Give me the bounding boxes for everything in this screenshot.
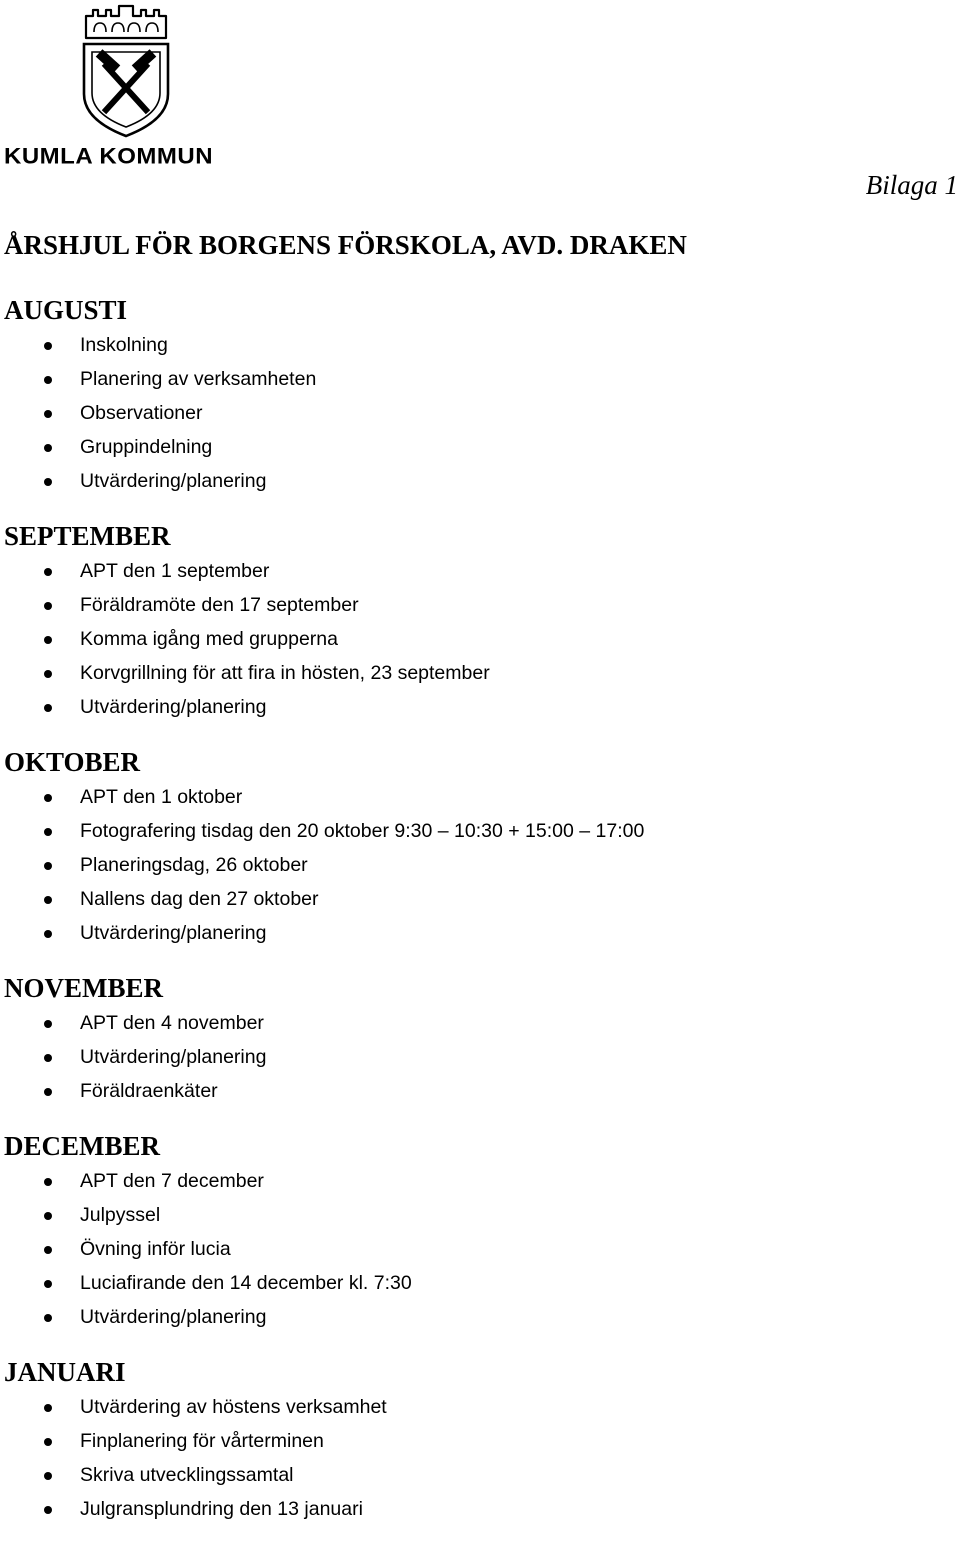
item-text: Fotografering tisdag den 20 oktober 9:30 – 10:30 + 15:00 – 17:00 xyxy=(80,820,645,842)
list-item xyxy=(4,916,944,950)
item-text: Korvgrillning för att fira in hösten, 23 september xyxy=(80,662,490,684)
item-text: APT den 7 december xyxy=(80,1170,264,1192)
list-item xyxy=(4,362,944,396)
section-december xyxy=(4,1128,944,1334)
annex-label: Bilaga 1 xyxy=(865,170,958,200)
list-item xyxy=(4,588,944,622)
section-januari xyxy=(4,1354,944,1526)
list-item xyxy=(4,656,944,690)
item-list xyxy=(4,1390,944,1526)
item-text: Julgransplundring den 13 januari xyxy=(80,1498,363,1520)
bullet-icon xyxy=(44,1472,52,1480)
bullet-icon xyxy=(44,568,52,576)
list-item xyxy=(4,464,944,498)
kumla-kommun-logo xyxy=(4,2,244,170)
bullet-icon xyxy=(44,1280,52,1288)
item-list xyxy=(4,554,944,724)
item-text: Nallens dag den 27 oktober xyxy=(80,888,319,910)
bullet-icon xyxy=(44,1088,52,1096)
list-item xyxy=(4,1390,944,1424)
list-item xyxy=(4,396,944,430)
item-text: Observationer xyxy=(80,402,203,424)
bullet-icon xyxy=(44,862,52,870)
item-text: Utvärdering/planering xyxy=(80,1306,267,1328)
coat-of-arms-icon xyxy=(76,2,176,138)
item-text: Utvärdering/planering xyxy=(80,922,267,944)
list-item xyxy=(4,1424,944,1458)
section-augusti xyxy=(4,292,944,498)
bullet-icon xyxy=(44,1212,52,1220)
item-list xyxy=(4,780,944,950)
logo-wordmark: KUMLA KOMMUN xyxy=(4,144,214,169)
list-item xyxy=(4,1300,944,1334)
item-text: Föräldramöte den 17 september xyxy=(80,594,359,616)
bullet-icon xyxy=(44,896,52,904)
bullet-icon xyxy=(44,1054,52,1062)
item-text: Gruppindelning xyxy=(80,436,213,458)
bullet-icon xyxy=(44,1506,52,1514)
bullet-icon xyxy=(44,828,52,836)
item-text: Skriva utvecklingssamtal xyxy=(80,1464,294,1486)
bullet-icon xyxy=(44,376,52,384)
item-list xyxy=(4,328,944,498)
month-heading: AUGUSTI xyxy=(4,295,128,325)
item-text: Komma igång med grupperna xyxy=(80,628,338,650)
section-november xyxy=(4,970,944,1108)
document-title: ÅRSHJUL FÖR BORGENS FÖRSKOLA, AVD. DRAKEN xyxy=(4,230,687,260)
list-item xyxy=(4,1006,944,1040)
item-list xyxy=(4,1006,944,1108)
item-text: Planeringsdag, 26 oktober xyxy=(80,854,308,876)
bullet-icon xyxy=(44,444,52,452)
list-item xyxy=(4,1232,944,1266)
bullet-icon xyxy=(44,1246,52,1254)
bullet-icon xyxy=(44,1178,52,1186)
bullet-icon xyxy=(44,794,52,802)
item-text: Utvärdering/planering xyxy=(80,696,267,718)
bullet-icon xyxy=(44,1404,52,1412)
bullet-icon xyxy=(44,636,52,644)
list-item xyxy=(4,1074,944,1108)
list-item xyxy=(4,430,944,464)
month-heading: NOVEMBER xyxy=(4,973,164,1003)
bullet-icon xyxy=(44,478,52,486)
item-text: Utvärdering/planering xyxy=(80,1046,267,1068)
bullet-icon xyxy=(44,930,52,938)
item-text: APT den 1 oktober xyxy=(80,786,243,808)
item-text: Julpyssel xyxy=(80,1204,161,1226)
bullet-icon xyxy=(44,1020,52,1028)
bullet-icon xyxy=(44,1438,52,1446)
item-text: APT den 4 november xyxy=(80,1012,264,1034)
item-list xyxy=(4,1164,944,1334)
bullet-icon xyxy=(44,704,52,712)
list-item xyxy=(4,1458,944,1492)
bullet-icon xyxy=(44,1314,52,1322)
list-item xyxy=(4,622,944,656)
list-item xyxy=(4,690,944,724)
item-text: Planering av verksamheten xyxy=(80,368,317,390)
list-item xyxy=(4,848,944,882)
month-heading: OKTOBER xyxy=(4,747,141,777)
item-text: Inskolning xyxy=(80,334,168,356)
item-text: Finplanering för vårterminen xyxy=(80,1430,324,1452)
list-item xyxy=(4,1492,944,1526)
section-oktober xyxy=(4,744,944,950)
item-text: Utvärdering av höstens verksamhet xyxy=(80,1396,387,1418)
item-text: Övning inför lucia xyxy=(80,1238,231,1260)
bullet-icon xyxy=(44,670,52,678)
list-item xyxy=(4,554,944,588)
list-item xyxy=(4,1266,944,1300)
item-text: APT den 1 september xyxy=(80,560,270,582)
list-item xyxy=(4,780,944,814)
bullet-icon xyxy=(44,410,52,418)
list-item xyxy=(4,882,944,916)
list-item xyxy=(4,814,944,848)
item-text: Föräldraenkäter xyxy=(80,1080,218,1102)
year-wheel-content xyxy=(4,292,944,1526)
bullet-icon xyxy=(44,342,52,350)
list-item xyxy=(4,328,944,362)
list-item xyxy=(4,1198,944,1232)
list-item xyxy=(4,1164,944,1198)
list-item xyxy=(4,1040,944,1074)
month-heading: DECEMBER xyxy=(4,1131,161,1161)
item-text: Utvärdering/planering xyxy=(80,470,267,492)
item-text: Luciafirande den 14 december kl. 7:30 xyxy=(80,1272,412,1294)
bullet-icon xyxy=(44,602,52,610)
month-heading: JANUARI xyxy=(4,1357,126,1387)
section-september xyxy=(4,518,944,724)
month-heading: SEPTEMBER xyxy=(4,521,171,551)
